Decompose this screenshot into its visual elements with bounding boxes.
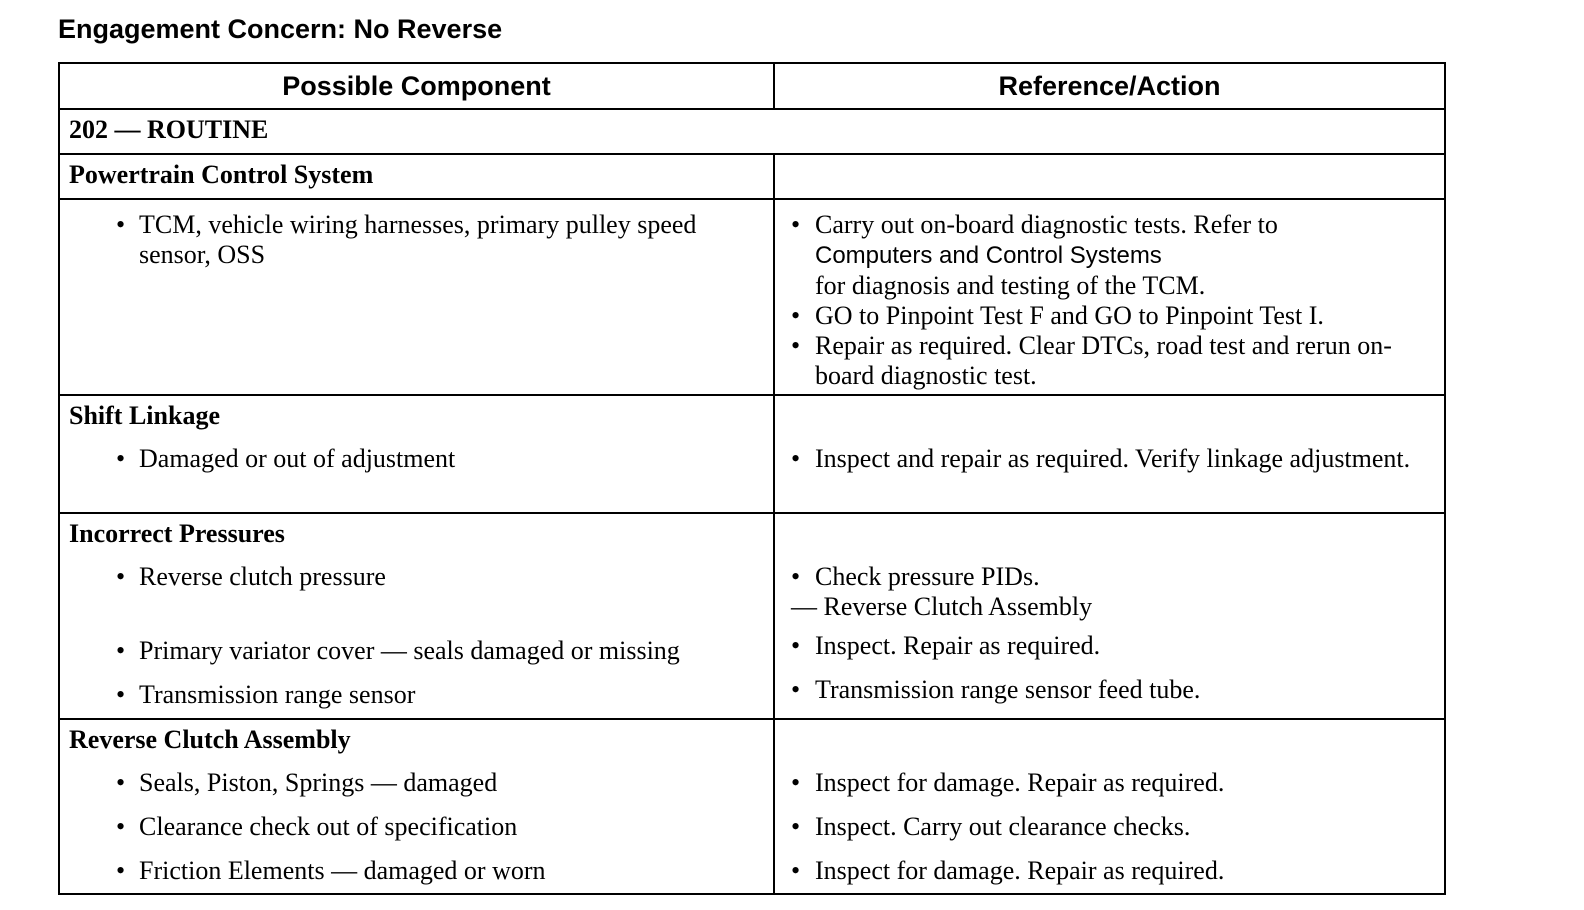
bullet-icon: • xyxy=(791,812,801,841)
bullet-icon: • xyxy=(116,856,126,885)
list-item xyxy=(775,210,1444,301)
bullet-icon: • xyxy=(791,675,801,704)
list-item xyxy=(775,631,1444,661)
list-item xyxy=(775,856,1444,886)
page-title: Engagement Concern: No Reverse xyxy=(58,14,503,44)
cross-reference-link[interactable]: Computers and Control Systems xyxy=(815,242,1162,269)
list-item xyxy=(775,552,1444,622)
table-row xyxy=(59,719,1445,894)
list-item xyxy=(60,680,773,710)
list-item xyxy=(775,331,1444,391)
bullet-icon: • xyxy=(116,812,126,841)
list-item xyxy=(775,301,1444,331)
component-text: TCM, vehicle wiring harnesses, primary pulley speed sensor, OSS xyxy=(139,210,697,269)
component-text: Primary variator cover — seals damaged or missing xyxy=(139,636,680,665)
component-cell xyxy=(59,199,774,395)
bullet-icon: • xyxy=(116,444,126,473)
list-item xyxy=(775,812,1444,842)
action-text: GO to Pinpoint Test F and GO to Pinpoint Test I. xyxy=(815,301,1324,330)
section-title: Incorrect Pressures xyxy=(69,519,285,548)
bullet-icon: • xyxy=(791,768,801,797)
action-cell xyxy=(774,199,1445,395)
bullet-icon: • xyxy=(116,636,126,665)
list-item xyxy=(775,675,1444,705)
component-cell xyxy=(59,395,774,513)
bullet-icon: • xyxy=(116,680,126,709)
action-text: Inspect and repair as required. Verify linkage adjustment. xyxy=(815,444,1411,473)
action-text: Carry out on-board diagnostic tests. Refer to xyxy=(815,210,1278,239)
sub-reference: — Reverse Clutch Assembly xyxy=(791,592,1093,621)
action-text: Inspect. Repair as required. xyxy=(815,631,1101,660)
component-text: Friction Elements — damaged or worn xyxy=(139,856,546,885)
list-item xyxy=(60,758,773,798)
header-possible-component: Possible Component xyxy=(59,63,774,109)
table-row xyxy=(59,513,1445,719)
list-item xyxy=(60,812,773,842)
bullet-icon: • xyxy=(791,562,801,591)
component-text: Transmission range sensor xyxy=(139,680,416,709)
action-cell xyxy=(774,513,1445,719)
diagnostic-table xyxy=(58,62,1446,895)
bullet-icon: • xyxy=(116,562,126,591)
component-text: Reverse clutch pressure xyxy=(139,562,386,591)
section-title: Reverse Clutch Assembly xyxy=(69,725,351,754)
action-cell xyxy=(774,395,1445,513)
list-item xyxy=(775,434,1444,474)
section-header-row xyxy=(59,154,1445,199)
routine-row xyxy=(59,109,1445,154)
action-text: for diagnosis and testing of the TCM. xyxy=(815,271,1206,300)
bullet-icon: • xyxy=(791,210,801,239)
bullet-icon: • xyxy=(791,301,801,330)
section-title: Shift Linkage xyxy=(69,401,220,430)
component-cell xyxy=(59,719,774,894)
list-item xyxy=(60,434,773,474)
routine-label: 202 — ROUTINE xyxy=(59,109,1445,154)
action-text: Transmission range sensor feed tube. xyxy=(815,675,1201,704)
table-row xyxy=(59,395,1445,513)
component-text: Seals, Piston, Springs — damaged xyxy=(139,768,498,797)
list-item xyxy=(60,210,773,270)
list-item xyxy=(60,636,773,666)
bullet-icon: • xyxy=(791,444,801,473)
bullet-icon: • xyxy=(791,331,801,360)
action-text: Inspect for damage. Repair as required. xyxy=(815,768,1225,797)
bullet-icon: • xyxy=(116,768,126,797)
component-cell xyxy=(59,513,774,719)
header-reference-action: Reference/Action xyxy=(774,63,1445,109)
action-text: Inspect for damage. Repair as required. xyxy=(815,856,1225,885)
bullet-icon: • xyxy=(116,210,126,239)
bullet-icon: • xyxy=(791,631,801,660)
action-text: Check pressure PIDs. xyxy=(815,562,1040,591)
component-text: Damaged or out of adjustment xyxy=(139,444,456,473)
empty-cell xyxy=(774,154,1445,199)
list-item xyxy=(60,856,773,886)
action-cell xyxy=(774,719,1445,894)
bullet-icon: • xyxy=(791,856,801,885)
list-item xyxy=(775,758,1444,798)
action-text: Inspect. Carry out clearance checks. xyxy=(815,812,1191,841)
action-text: Repair as required. Clear DTCs, road test and rerun on-board diagnostic test. xyxy=(815,331,1392,390)
section-title: Powertrain Control System xyxy=(59,154,774,199)
header-row xyxy=(59,63,1445,109)
component-text: Clearance check out of specification xyxy=(139,812,518,841)
table-row xyxy=(59,199,1445,395)
list-item xyxy=(60,552,773,627)
